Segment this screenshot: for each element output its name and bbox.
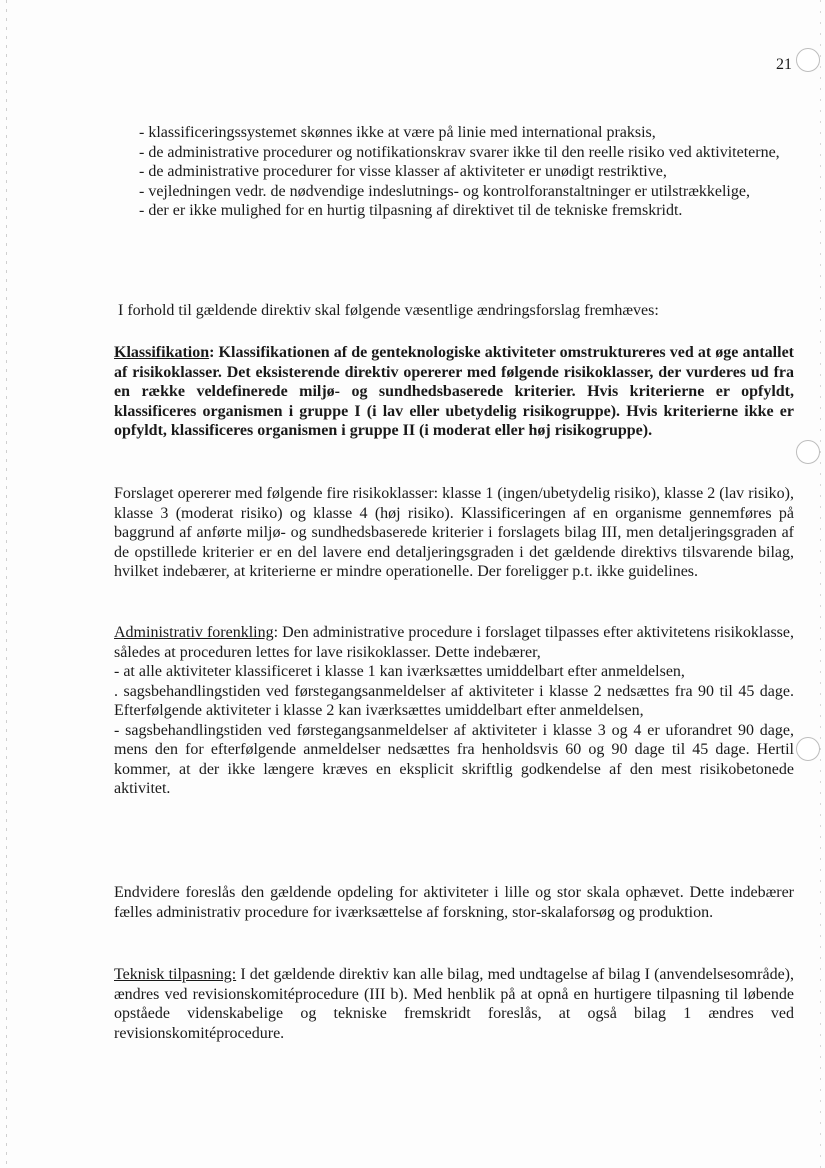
admin-heading: Administrativ forenkling: [114, 624, 274, 641]
technical-heading: Teknisk tilpasning:: [114, 966, 237, 983]
punch-hole: [796, 48, 820, 72]
admin-paragraph: [114, 623, 794, 662]
classification-section: [114, 343, 794, 441]
technical-text: I det gældende direktiv kan alle bilag, med undtagelse af bilag I (anvendelsesområde), ændres ved revisionskomitéprocedure (III b). Med henblik på at opnå en hurtigere tilpasning til løbende opståede videnskabelige og tekniske fremskridt foreslås, at også bilag 1 ændres ved revisionskomitéprocedure.: [114, 966, 795, 1042]
scan-edge-right: [820, 0, 821, 1168]
admin-item: - sagsbehandlingstiden ved førstegangsanmeldelser af aktiviteter i klasse 3 og 4 er uforandret 90 dage, mens den for efterfølgende anmeldelser nedsættes fra henholdsvis 60 og 90 dage til 45 dage. Hertil kommer, at der ikke længere kræves en eksplicit skriftlig godkendelse af den mest risikobetonede aktivitet.: [114, 721, 794, 797]
scan-edge-left: [6, 0, 7, 1168]
intro-paragraph: [118, 301, 798, 321]
punch-hole: [796, 737, 820, 761]
admin-item: . sagsbehandlingstiden ved førstegangsanmeldelser af aktiviteter i klasse 2 nedsættes fra 90 til 45 dage. Efterfølgende aktiviteter i klasse 2 kan iværksættes umiddelbart efter anmeldelsen,: [114, 682, 794, 719]
classification-paragraph: [114, 343, 794, 441]
bullet-item: - de administrative procedurer for visse klasser af aktiviteter er unødigt restriktive,: [139, 163, 667, 180]
bullet-list: [139, 123, 799, 221]
punch-hole: [796, 440, 820, 464]
classification-heading: Klassifikation: [114, 344, 210, 361]
classification-text: : Klassifikationen af de genteknologiske aktiviteter omstruktureres ved at øge antallet af risikoklasser. Det eksisterende direktiv opererer med følgende risikoklasser, der vurderes ud fra en række veldefinerede miljø- og sundhedsbaserede kriterier. Hvis kriterierne er opfyldt, klassificeres organismen i gruppe I (i lav eller ubetydelig risikogruppe). Hvis kriterierne ikke er opfyldt, klassificeres organismen i gruppe II (i moderat eller høj risikogruppe).: [114, 344, 794, 439]
scale-section: [114, 883, 794, 922]
proposal-section: [114, 484, 794, 582]
scale-text: Endvidere foreslås den gældende opdeling for aktiviteter i lille og stor skala ophævet. Dette indebærer fælles administrativ procedure for iværksættelse af forskning, stor-skalaforsøg og produktion.: [114, 884, 794, 921]
page-number: 21: [776, 56, 792, 73]
admin-text: : Den administrative procedure i forslaget tilpasses efter aktivitetens risikoklasse, således at proceduren lettes for lave risikoklasser. Dette indebærer,: [114, 624, 794, 661]
bullet-item: - vejledningen vedr. de nødvendige indeslutnings- og kontrolforanstaltninger er utilstrækkelige,: [139, 182, 750, 200]
bullet-item: - de administrative procedurer og notifikationskrav svarer ikke til den reelle risiko ved aktiviteterne,: [139, 143, 780, 161]
technical-section: [114, 965, 794, 1043]
admin-section: [114, 623, 794, 799]
bullet-item: - der er ikke mulighed for en hurtig tilpasning af direktivet til de tekniske fremskridt.: [139, 202, 683, 219]
intro-text: I forhold til gældende direktiv skal følgende væsentlige ændringsforslag fremhæves:: [118, 302, 659, 319]
proposal-text: Forslaget opererer med følgende fire risikoklasser: klasse 1 (ingen/ubetydelig risiko), klasse 2 (lav risiko), klasse 3 (moderat risiko) og klasse 4 (høj risiko). Klassificeringen af en organisme gennemføres på baggrund af anførte miljø- og sundhedsbaserede kriterier i forslagets bilag III, men detaljeringsgraden af de opstillede kriterier er en del lavere end detaljeringsgraden i det gældende direktivs tilsvarende bilag, hvilket indebærer, at kriterierne er mindre operationelle. Der foreligger p.t. ikke guidelines.: [114, 485, 794, 580]
technical-paragraph: [114, 965, 794, 1043]
bullet-item: - klassificeringssystemet skønnes ikke at være på linie med international praksis,: [139, 124, 656, 141]
admin-item: - at alle aktiviteter klassificeret i klasse 1 kan iværksættes umiddelbart efter anmeldelsen,: [114, 663, 685, 680]
